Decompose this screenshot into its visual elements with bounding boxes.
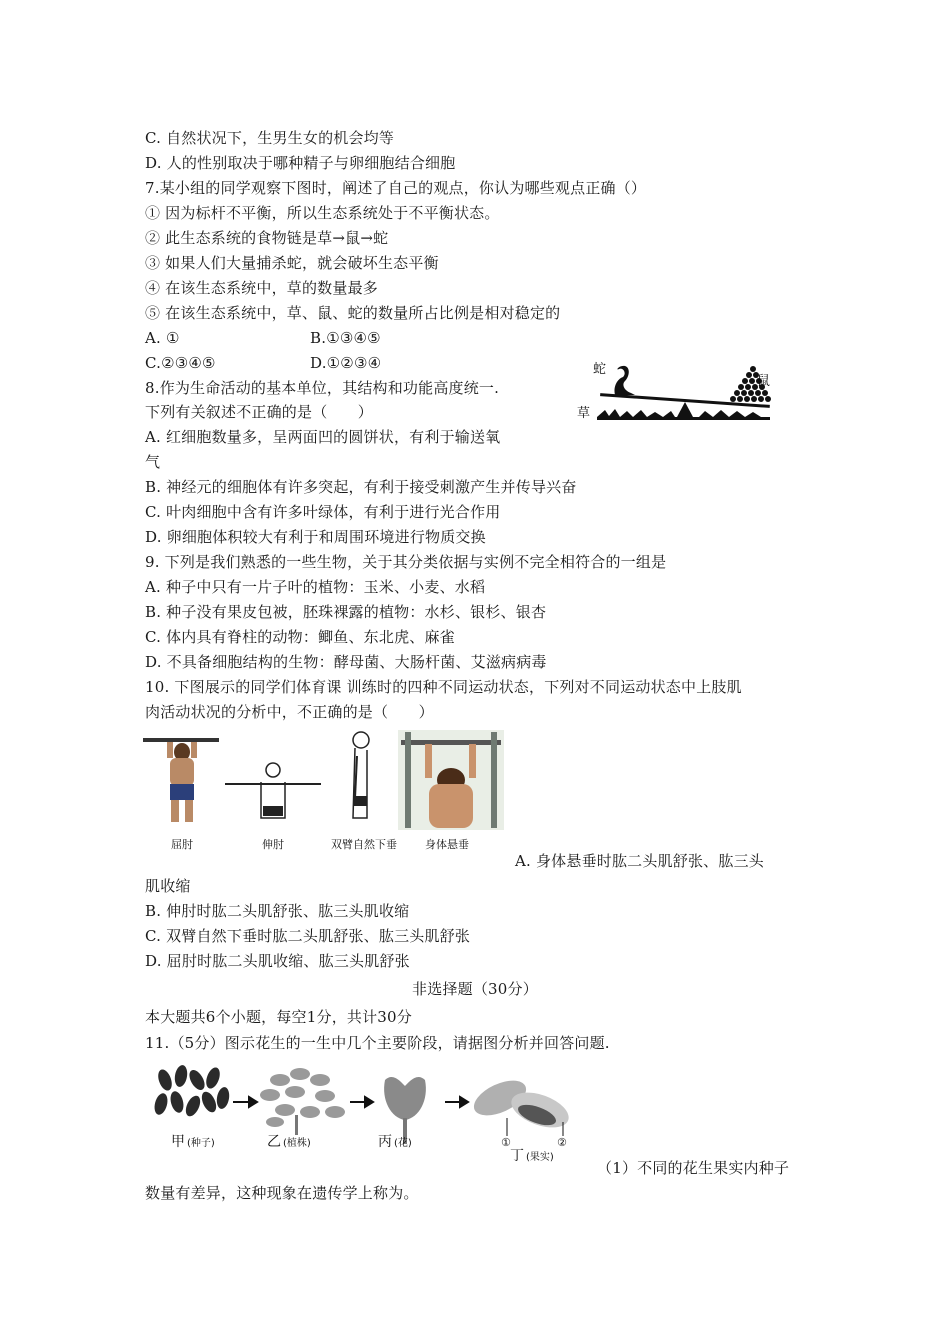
q10-stem-line2: 肉活动状况的分析中，不正确的是（ ）	[145, 703, 434, 721]
q8-stem-line1: 8.作为生命活动的基本单位，其结构和功能高度统一.	[145, 379, 500, 397]
snake-label: 蛇	[593, 362, 607, 377]
q8-option-a-cont: 气	[145, 453, 161, 471]
q8-option-c: C. 叶肉细胞中含有许多叶绿体，有利于进行光合作用	[145, 503, 501, 521]
q8-stem-line2: 下列有关叙述不正确的是（ ）	[145, 403, 374, 421]
q9-option-a: A. 种子中只有一片子叶的植物：玉米、小麦、水稻	[145, 578, 486, 596]
q9-option-d: D. 不具备细胞结构的生物：酵母菌、大肠杆菌、艾滋病病毒	[145, 653, 547, 671]
seesaw-ecosystem-figure	[575, 355, 780, 425]
q7-option-d: D.①②③④	[310, 354, 382, 372]
stage-jia-sub: (种子)	[187, 1138, 215, 1149]
exercise-states-figure	[143, 728, 508, 833]
stage-yi: 乙	[267, 1134, 281, 1150]
mouse-label: 鼠	[757, 374, 771, 389]
caption-flex-elbow: 屈肘	[171, 838, 193, 851]
q10-option-d: D. 屈肘时肱二头肌收缩、肱三头肌舒张	[145, 952, 410, 970]
stage-ding-sub: (果实)	[526, 1152, 554, 1163]
q7-option-b: B.①③④⑤	[310, 329, 381, 347]
stage-ding: 丁	[510, 1148, 524, 1164]
q11-stem: 11.（5分）图示花生的一生中几个主要阶段，请据图分析并回答问题.	[145, 1034, 610, 1052]
q6-option-c: C. 自然状况下，生男生女的机会均等	[145, 129, 395, 147]
q10-option-c: C. 双臂自然下垂时肱二头肌舒张、肱三头肌舒张	[145, 927, 471, 945]
q8-option-d: D. 卵细胞体积较大有利于和周围环境进行物质交换	[145, 528, 486, 546]
q8-option-a: A. 红细胞数量多，呈两面凹的圆饼状，有利于输送氧	[145, 428, 501, 446]
q7-statement-4: ④ 在该生态系统中，草的数量最多	[145, 279, 378, 297]
grass-label: 草	[577, 406, 591, 421]
q10-option-b: B. 伸肘时肱二头肌舒张、肱三头肌收缩	[145, 902, 410, 920]
q8-option-b: B. 神经元的细胞体有许多突起，有利于接受刺激产生并传导兴奋	[145, 478, 577, 496]
q7-option-a: A. ①	[145, 329, 180, 347]
stage-bing-sub: (花)	[394, 1138, 412, 1149]
q7-statement-3: ③ 如果人们大量捕杀蛇，就会破坏生态平衡	[145, 254, 439, 272]
caption-extend-elbow: 伸肘	[262, 838, 284, 851]
q10-option-a-cont: 肌收缩	[145, 877, 191, 895]
q10-stem-line1: 10. 下图展示的同学们体育课 训练时的四种不同运动状态，下列对不同运动状态中上肢肌	[145, 678, 742, 696]
stage-bing: 丙	[378, 1134, 392, 1150]
stage-yi-sub: (植株)	[283, 1138, 311, 1149]
q7-statement-2: ② 此生态系统的食物链是草→鼠→蛇	[145, 229, 389, 247]
caption-body-hanging: 身体悬垂	[425, 838, 469, 851]
peanut-label-2: ②	[557, 1136, 567, 1149]
q11-part1-line2: 数量有差异，这种现象在遗传学上称为。	[145, 1184, 419, 1202]
q7-stem: 7.某小组的同学观察下图时，阐述了自己的观点，你认为哪些观点正确（）	[145, 179, 647, 197]
stage-jia: 甲	[171, 1134, 185, 1150]
peanut-label-1: ①	[501, 1136, 511, 1149]
section-title: 非选择题（30分）	[412, 980, 538, 998]
q7-option-c: C.②③④⑤	[145, 354, 216, 372]
q7-statement-5: ⑤ 在该生态系统中，草、鼠、蛇的数量所占比例是相对稳定的	[145, 304, 561, 322]
peanut-lifecycle-figure	[145, 1060, 585, 1165]
section-description: 本大题共6个小题，每空1分，共计30分	[145, 1008, 412, 1026]
q9-stem: 9. 下列是我们熟悉的一些生物，关于其分类依据与实例不完全相符合的一组是	[145, 553, 667, 571]
q6-option-d: D. 人的性别取决于哪种精子与卵细胞结合细胞	[145, 154, 456, 172]
q11-part1-line1: （1）不同的花生果实内种子	[597, 1159, 790, 1177]
q10-option-a: A. 身体悬垂时肱二头肌舒张、肱三头	[515, 852, 764, 870]
q7-statement-1: ① 因为标杆不平衡，所以生态系统处于不平衡状态。	[145, 204, 500, 222]
q9-option-b: B. 种子没有果皮包被，胚珠裸露的植物：水杉、银杉、银杏	[145, 603, 547, 621]
caption-arms-down: 双臂自然下垂	[331, 838, 397, 851]
q9-option-c: C. 体内具有脊柱的动物：鲫鱼、东北虎、麻雀	[145, 628, 455, 646]
